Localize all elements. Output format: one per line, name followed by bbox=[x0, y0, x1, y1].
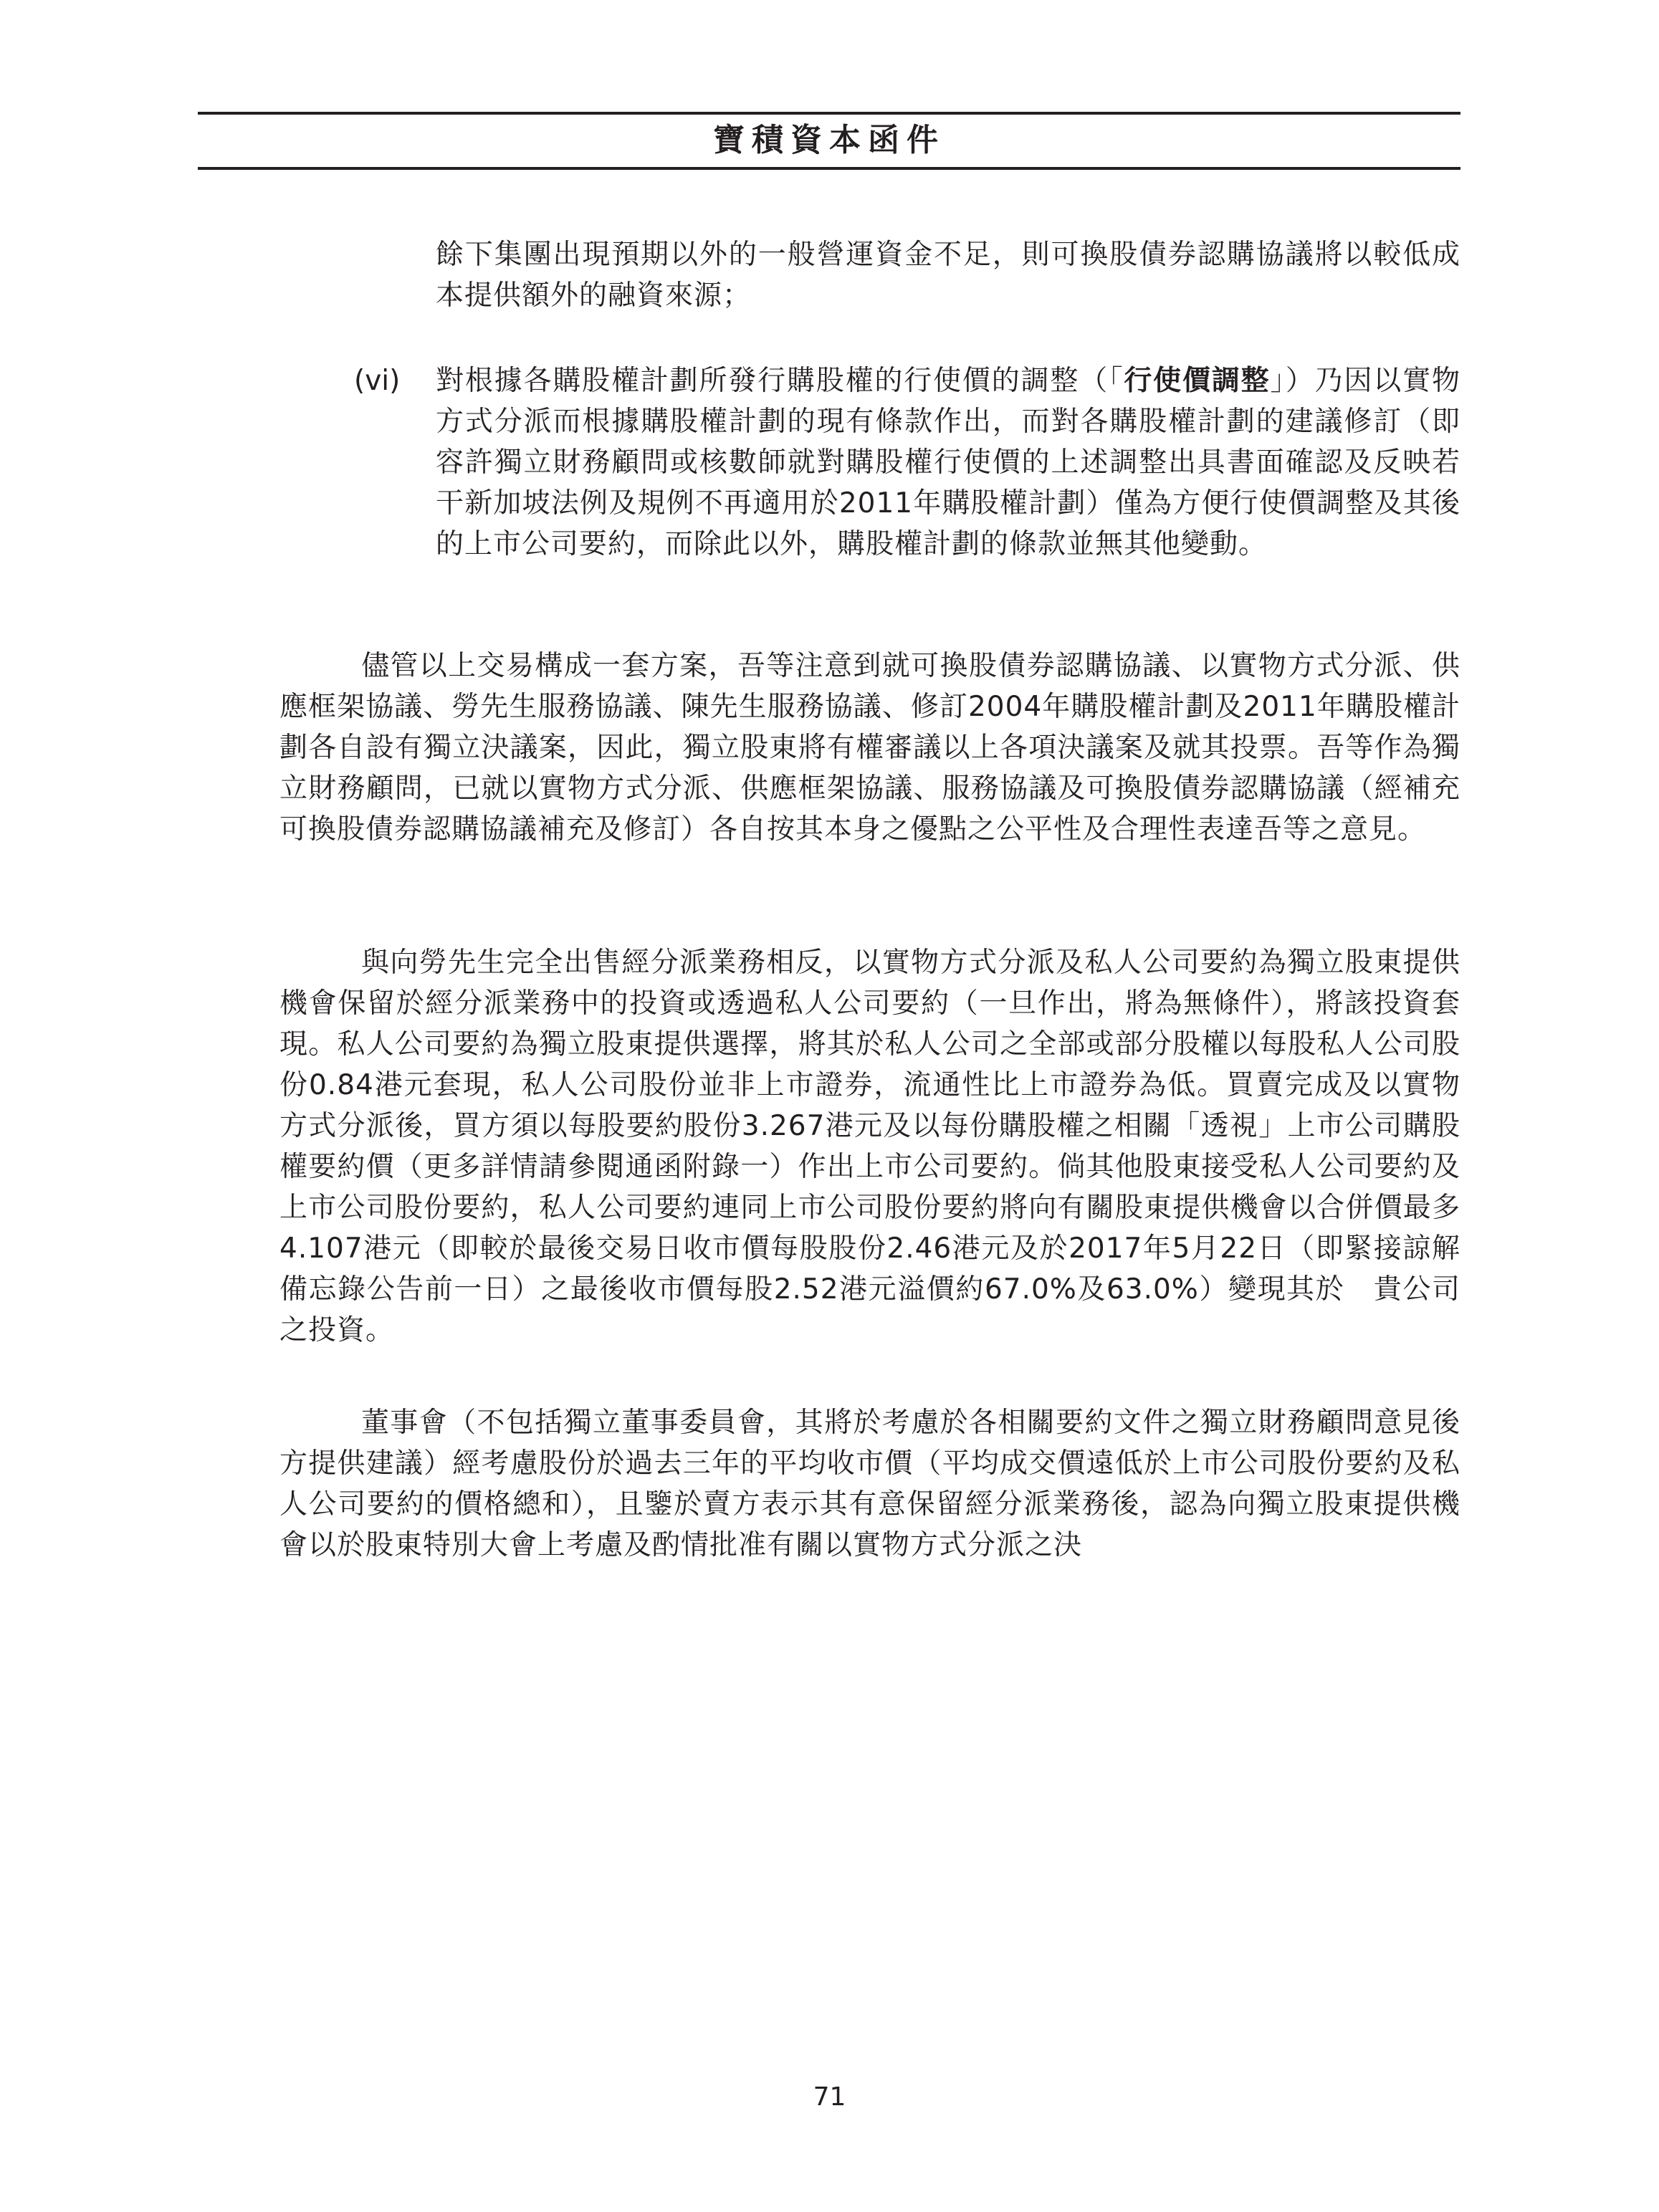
page-header-title: 寶積資本函件 bbox=[713, 122, 945, 158]
body-paragraph: 董事會（不包括獨立董事委員會，其將於考慮於各相關要約文件之獨立財務顧問意見後方提供建議）經考慮股份於過去三年的平均收市價（平均成交價遠低於上市公司股份要約及私人公司要約的價格總和），且鑒於賣方表示其有意保留經分派業務後，認為向獨立股東提供機會以於股東特別大會上考慮及酌情批准有關以實物方式分派之決 bbox=[279, 1407, 1460, 1561]
list-item-text-after: 」）乃因以實物方式分派而根據購股權計劃的現有條款作出，而對各購股權計劃的建議修訂（即容許獨立財務顧問或核數師就對購股權行使價的上述調整出具書面確認及反映若干新加坡法例及規例不再適用於2011年購股權計劃）僅為方便行使價調整及其後的上市公司要約，而除此以外，購股權計劃的條款並無其他變動。 bbox=[436, 365, 1460, 560]
list-item-body bbox=[436, 360, 1460, 565]
list-item-marker: (vi) bbox=[354, 365, 401, 397]
continuation-paragraph: 餘下集團出現預期以外的一般營運資金不足，則可換股債券認購協議將以較低成本提供額外的融資來源； bbox=[436, 239, 1460, 312]
header-rule-top bbox=[198, 112, 1460, 115]
header-rule-bottom bbox=[198, 167, 1460, 170]
page-number: 71 bbox=[813, 2082, 846, 2112]
body-paragraph: 與向勞先生完全出售經分派業務相反，以實物方式分派及私人公司要約為獨立股東提供機會保留於經分派業務中的投資或透過私人公司要約（一旦作出，將為無條件），將該投資套現。私人公司要約為獨立股東提供選擇，將其於私人公司之全部或部分股權以每股私人公司股份0.84港元套現，私人公司股份並非上市證券，流通性比上市證券為低。買賣完成及以實物方式分派後，買方須以每股要約股份3.267港元及以每份購股權之相關「透視」上市公司購股權要約價（更多詳情請參閱通函附錄一）作出上市公司要約。倘其他股東接受私人公司要約及上市公司股份要約，私人公司要約連同上市公司股份要約將向有關股東提供機會以合併價最多4.107港元（即較於最後交易日收市價每股股份2.46港元及於2017年5月22日（即緊接諒解備忘錄公告前一日）之最後收市價每股2.52港元溢價約67.0%及63.0%）變現其於 貴公司之投資。 bbox=[279, 947, 1460, 1346]
defined-term: 行使價調整 bbox=[1124, 365, 1271, 397]
body-paragraph: 儘管以上交易構成一套方案，吾等注意到就可換股債券認購協議、以實物方式分派、供應框架協議、勞先生服務協議、陳先生服務協議、修訂2004年購股權計劃及2011年購股權計劃各自設有獨立決議案，因此，獨立股東將有權審議以上各項決議案及就其投票。吾等作為獨立財務顧問，已就以實物方式分派、供應框架協議、服務協議及可換股債券認購協議（經補充可換股債券認購協議補充及修訂）各自按其本身之優點之公平性及合理性表達吾等之意見。 bbox=[279, 650, 1460, 846]
list-item-text-before: 對根據各購股權計劃所發行購股權的行使價的調整（「 bbox=[436, 365, 1124, 397]
